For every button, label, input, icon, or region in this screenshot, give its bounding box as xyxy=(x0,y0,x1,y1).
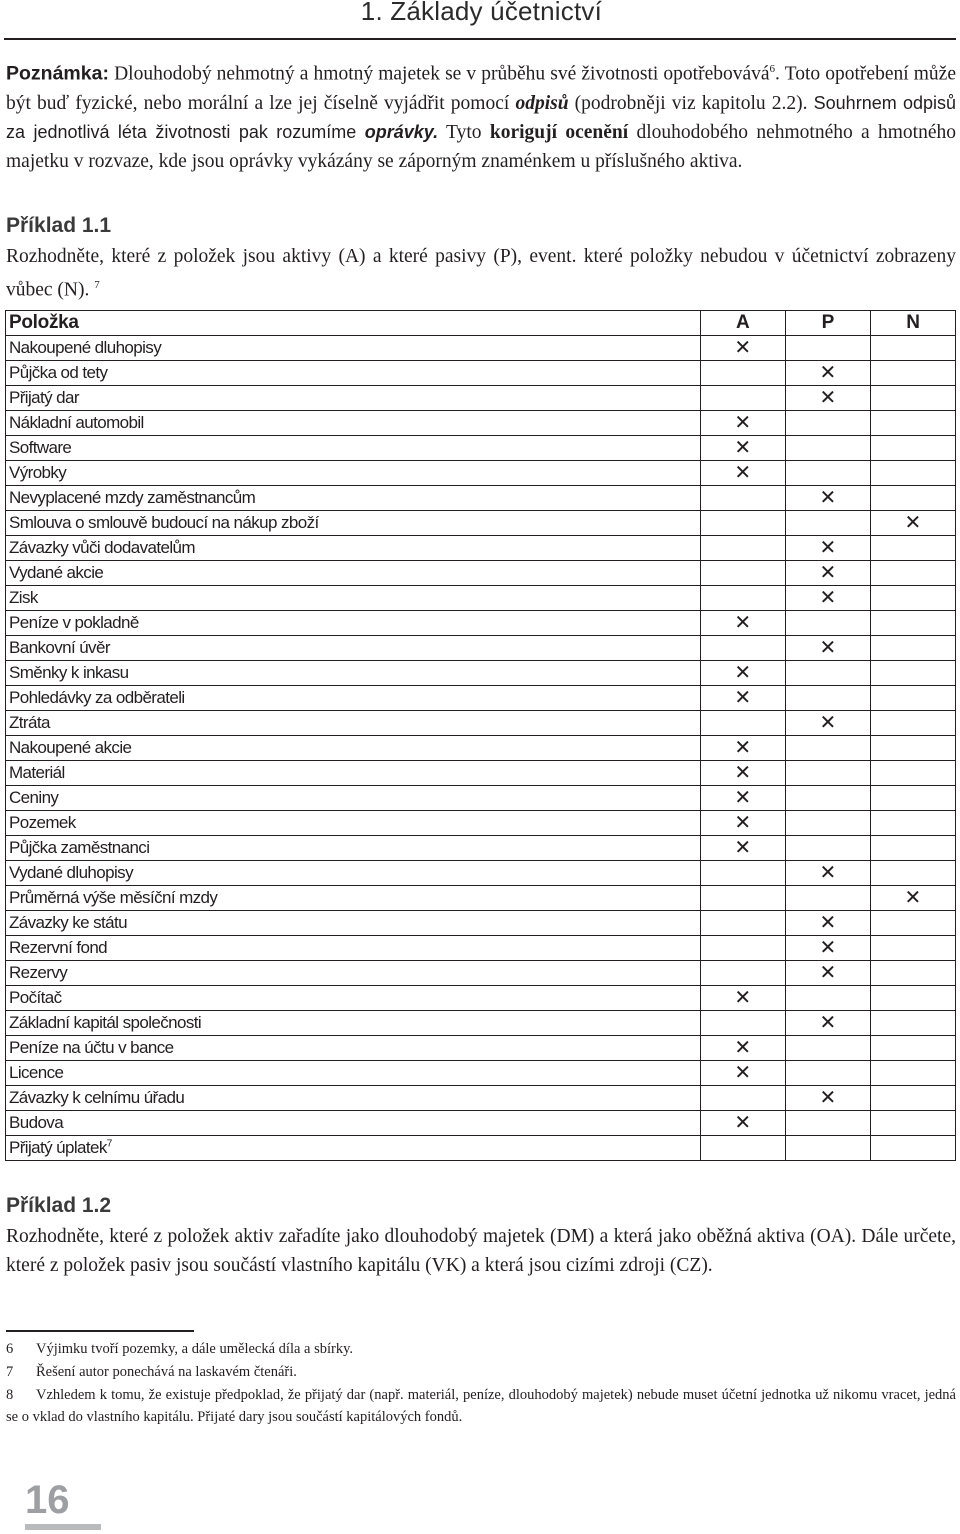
header-rule xyxy=(4,38,956,40)
mark-cell-p xyxy=(785,786,870,811)
example-1-title: Příklad 1.1 xyxy=(6,214,112,237)
table-row xyxy=(6,811,956,836)
mark-cell-n xyxy=(870,861,955,886)
cross-mark-icon: ✕ xyxy=(819,1087,837,1109)
mark-cell-a xyxy=(700,1061,785,1086)
item-name xyxy=(6,336,701,361)
item-name xyxy=(6,386,701,411)
mark-cell-a xyxy=(700,511,785,536)
item-label: Software xyxy=(9,438,72,457)
example-1-body: Rozhodněte, které z položek jsou aktivy (A) a které pasivy (P), event. které položky nebudou v účetnictví zobrazeny vůbec (N). xyxy=(6,246,956,301)
cross-mark-icon: ✕ xyxy=(819,562,837,584)
footnote-number: 7 xyxy=(6,1364,14,1380)
mark-cell-a xyxy=(700,986,785,1011)
mark-cell-p xyxy=(785,1136,870,1161)
table-row xyxy=(6,861,956,886)
table-row xyxy=(6,561,956,586)
mark-cell-a xyxy=(700,886,785,911)
mark-cell-p xyxy=(785,386,870,411)
item-name xyxy=(6,586,701,611)
item-label: Výrobky xyxy=(9,463,67,482)
item-name xyxy=(6,1036,701,1061)
mark-cell-n xyxy=(870,961,955,986)
table-row xyxy=(6,1086,956,1111)
item-label: Přijatý úplatek xyxy=(9,1138,107,1157)
mark-cell-p xyxy=(785,1086,870,1111)
table-row xyxy=(6,1111,956,1136)
cross-mark-icon: ✕ xyxy=(734,837,752,859)
cross-mark-icon: ✕ xyxy=(819,1012,837,1034)
cross-mark-icon: ✕ xyxy=(734,337,752,359)
item-name xyxy=(6,961,701,986)
mark-cell-p xyxy=(785,461,870,486)
cross-mark-icon: ✕ xyxy=(819,637,837,659)
table-row xyxy=(6,711,956,736)
item-label: Peníze na účtu v bance xyxy=(9,1038,174,1057)
cross-mark-icon: ✕ xyxy=(819,387,837,409)
mark-cell-n xyxy=(870,636,955,661)
mark-cell-n xyxy=(870,536,955,561)
item-label: Nevyplacené mzdy zaměstnancům xyxy=(9,488,256,507)
term-koriguji: korigují ocenění xyxy=(489,121,629,143)
cross-mark-icon: ✕ xyxy=(734,1037,752,1059)
mark-cell-a xyxy=(700,436,785,461)
item-name xyxy=(6,636,701,661)
item-name xyxy=(6,936,701,961)
mark-cell-n xyxy=(870,586,955,611)
mark-cell-a xyxy=(700,461,785,486)
item-name xyxy=(6,461,701,486)
mark-cell-a xyxy=(700,861,785,886)
mark-cell-p xyxy=(785,611,870,636)
mark-cell-n xyxy=(870,436,955,461)
item-label: Rezervní fond xyxy=(9,938,108,957)
header-a: A xyxy=(700,311,785,336)
item-name xyxy=(6,661,701,686)
footnote-number: 6 xyxy=(6,1341,14,1357)
item-name xyxy=(6,486,701,511)
table-row xyxy=(6,611,956,636)
cross-mark-icon: ✕ xyxy=(819,712,837,734)
cross-mark-icon: ✕ xyxy=(819,487,837,509)
item-label: Vydané akcie xyxy=(9,563,104,582)
mark-cell-a xyxy=(700,1011,785,1036)
item-name xyxy=(6,561,701,586)
footnote-number: 8 xyxy=(6,1387,14,1403)
cross-mark-icon: ✕ xyxy=(819,862,837,884)
mark-cell-n xyxy=(870,486,955,511)
note-text-5: dlouhodobého nehmotného a hmotného majetku v rozvaze, kde jsou oprávky vykázány se záporným znaménkem u příslušného aktiva. xyxy=(6,121,956,172)
mark-cell-a xyxy=(700,686,785,711)
note-text-2: . Toto opotřebení může být buď fyzické, nebo morální a lze jej číselně vyjádřit pomocí xyxy=(6,63,956,114)
mark-cell-p xyxy=(785,561,870,586)
item-label: Nákladní automobil xyxy=(9,413,144,432)
mark-cell-a xyxy=(700,486,785,511)
cross-mark-icon: ✕ xyxy=(734,762,752,784)
item-label: Pozemek xyxy=(9,813,76,832)
mark-cell-a xyxy=(700,586,785,611)
mark-cell-p xyxy=(785,411,870,436)
mark-cell-a xyxy=(700,536,785,561)
item-label: Peníze v pokladně xyxy=(9,613,139,632)
item-name xyxy=(6,736,701,761)
mark-cell-n xyxy=(870,386,955,411)
note-sans-text: Souhrnem odpisů za jednotlivá léta životnosti pak rozumíme xyxy=(6,92,957,142)
item-label: Přijatý dar xyxy=(9,388,79,407)
mark-cell-n xyxy=(870,836,955,861)
table-row xyxy=(6,586,956,611)
mark-cell-n xyxy=(870,761,955,786)
cross-mark-icon: ✕ xyxy=(819,912,837,934)
example-2-text: Rozhodněte, které z položek aktiv zařadíte jako dlouhodobý majetek (DM) a která jako oběžná aktiva (OA). Dále určete, které z položek pasiv jsou součástí vlastního kapitálu (VK) a která jsou cizími zdroji (CZ). xyxy=(6,1226,956,1276)
table-row xyxy=(6,336,956,361)
page-number-bar xyxy=(25,1524,101,1530)
mark-cell-a xyxy=(700,936,785,961)
item-name xyxy=(6,861,701,886)
cross-mark-icon: ✕ xyxy=(734,662,752,684)
table-row xyxy=(6,986,956,1011)
item-label: Půjčka zaměstnanci xyxy=(9,838,150,857)
item-name xyxy=(6,511,701,536)
mark-cell-n xyxy=(870,1061,955,1086)
item-name xyxy=(6,911,701,936)
table-row xyxy=(6,386,956,411)
cross-mark-icon: ✕ xyxy=(819,937,837,959)
mark-cell-a xyxy=(700,911,785,936)
note-label: Poznámka: xyxy=(6,62,109,85)
cross-mark-icon: ✕ xyxy=(904,887,922,909)
cross-mark-icon: ✕ xyxy=(734,612,752,634)
table-row xyxy=(6,461,956,486)
item-label: Počítač xyxy=(9,988,62,1007)
item-label: Zisk xyxy=(9,588,38,607)
item-label: Materiál xyxy=(9,763,65,782)
mark-cell-n xyxy=(870,561,955,586)
header-polozka: Položka xyxy=(6,311,701,336)
table-row xyxy=(6,686,956,711)
term-odpisu: odpisů xyxy=(515,92,569,114)
footnote-8 xyxy=(6,1384,956,1428)
header-n: N xyxy=(870,311,955,336)
mark-cell-a xyxy=(700,661,785,686)
cross-mark-icon: ✕ xyxy=(734,812,752,834)
cross-mark-icon: ✕ xyxy=(819,537,837,559)
example-1-text xyxy=(6,242,956,305)
cross-mark-icon: ✕ xyxy=(734,987,752,1009)
item-label: Budova xyxy=(9,1113,64,1132)
table-row xyxy=(6,911,956,936)
table-row xyxy=(6,1061,956,1086)
item-label: Vydané dluhopisy xyxy=(9,863,133,882)
mark-cell-n xyxy=(870,736,955,761)
mark-cell-n xyxy=(870,786,955,811)
item-name xyxy=(6,1111,701,1136)
item-label: Pohledávky za odběrateli xyxy=(9,688,185,707)
item-name xyxy=(6,711,701,736)
table-row xyxy=(6,361,956,386)
item-name xyxy=(6,686,701,711)
mark-cell-p xyxy=(785,536,870,561)
mark-cell-n xyxy=(870,686,955,711)
item-label: Závazky vůči dodavatelům xyxy=(9,538,195,557)
table-row xyxy=(6,1136,956,1161)
table-row xyxy=(6,786,956,811)
mark-cell-p xyxy=(785,836,870,861)
mark-cell-a xyxy=(700,1036,785,1061)
footnote-rule xyxy=(6,1330,194,1332)
table-row xyxy=(6,761,956,786)
cross-mark-icon: ✕ xyxy=(734,1112,752,1134)
item-name xyxy=(6,1086,701,1111)
table-row xyxy=(6,436,956,461)
mark-cell-n xyxy=(870,411,955,436)
mark-cell-a xyxy=(700,786,785,811)
mark-cell-n xyxy=(870,936,955,961)
mark-cell-a xyxy=(700,836,785,861)
table-row xyxy=(6,936,956,961)
mark-cell-p xyxy=(785,1061,870,1086)
mark-cell-p xyxy=(785,961,870,986)
table-row xyxy=(6,636,956,661)
cross-mark-icon: ✕ xyxy=(819,587,837,609)
cross-mark-icon: ✕ xyxy=(904,512,922,534)
note-text-1: Dlouhodobý nehmotný a hmotný majetek se v průběhu své životnosti opotřebovává xyxy=(108,63,770,85)
item-label: Ztráta xyxy=(9,713,50,732)
footnote-6 xyxy=(6,1338,956,1360)
mark-cell-p xyxy=(785,911,870,936)
table-row xyxy=(6,1036,956,1061)
header-p: P xyxy=(785,311,870,336)
term-opravky: oprávky. xyxy=(364,121,439,142)
mark-cell-p xyxy=(785,936,870,961)
item-label: Závazky ke státu xyxy=(9,913,127,932)
mark-cell-a xyxy=(700,1111,785,1136)
mark-cell-p xyxy=(785,811,870,836)
mark-cell-a xyxy=(700,811,785,836)
note-text-3: (podrobněji viz kapitolu 2.2). xyxy=(568,92,814,114)
mark-cell-a xyxy=(700,711,785,736)
mark-cell-p xyxy=(785,886,870,911)
table-row xyxy=(6,536,956,561)
item-name xyxy=(6,986,701,1011)
table-row xyxy=(6,486,956,511)
mark-cell-p xyxy=(785,761,870,786)
mark-cell-a xyxy=(700,961,785,986)
note-paragraph xyxy=(6,55,956,176)
chapter-title: 1. Základy účetnictví xyxy=(360,0,602,26)
item-name xyxy=(6,611,701,636)
mark-cell-n xyxy=(870,461,955,486)
footnote-7 xyxy=(6,1361,956,1383)
footnote-text: Výjimku tvoří pozemky, a dále umělecká díla a sbírky. xyxy=(36,1341,354,1357)
item-label: Rezervy xyxy=(9,963,68,982)
mark-cell-p xyxy=(785,361,870,386)
mark-cell-a xyxy=(700,386,785,411)
footnote-text: Řešení autor ponechává na laskavém čtenáři. xyxy=(36,1364,297,1380)
item-name xyxy=(6,836,701,861)
item-name xyxy=(6,1011,701,1036)
item-name xyxy=(6,786,701,811)
mark-cell-a xyxy=(700,361,785,386)
mark-cell-n xyxy=(870,1136,955,1161)
cross-mark-icon: ✕ xyxy=(734,462,752,484)
cross-mark-icon: ✕ xyxy=(734,437,752,459)
item-label: Ceniny xyxy=(9,788,59,807)
item-name xyxy=(6,811,701,836)
mark-cell-p xyxy=(785,736,870,761)
mark-cell-n xyxy=(870,886,955,911)
mark-cell-a xyxy=(700,336,785,361)
mark-cell-p xyxy=(785,1111,870,1136)
cross-mark-icon: ✕ xyxy=(819,962,837,984)
mark-cell-a xyxy=(700,761,785,786)
item-label: Průměrná výše měsíční mzdy xyxy=(9,888,218,907)
cross-mark-icon: ✕ xyxy=(734,412,752,434)
mark-cell-n xyxy=(870,611,955,636)
item-name xyxy=(6,361,701,386)
item-label: Půjčka od tety xyxy=(9,363,108,382)
footnote-ref-7: 7 xyxy=(94,279,100,291)
table-row xyxy=(6,961,956,986)
footnote-ref-6: 6 xyxy=(769,63,776,75)
table-row xyxy=(6,736,956,761)
page-number: 16 xyxy=(25,1478,70,1522)
mark-cell-p xyxy=(785,661,870,686)
item-label: Nakoupené akcie xyxy=(9,738,132,757)
cross-mark-icon: ✕ xyxy=(734,687,752,709)
assets-table xyxy=(5,310,956,1161)
cross-mark-icon: ✕ xyxy=(734,737,752,759)
mark-cell-n xyxy=(870,361,955,386)
item-name xyxy=(6,1061,701,1086)
mark-cell-p xyxy=(785,511,870,536)
mark-cell-p xyxy=(785,986,870,1011)
table-row xyxy=(6,411,956,436)
mark-cell-n xyxy=(870,511,955,536)
mark-cell-n xyxy=(870,336,955,361)
mark-cell-p xyxy=(785,436,870,461)
mark-cell-a xyxy=(700,561,785,586)
mark-cell-p xyxy=(785,686,870,711)
item-name xyxy=(6,761,701,786)
item-name xyxy=(6,1136,701,1161)
table-row xyxy=(6,1011,956,1036)
mark-cell-p xyxy=(785,1036,870,1061)
cross-mark-icon: ✕ xyxy=(819,362,837,384)
note-text-4: Tyto xyxy=(438,121,490,143)
mark-cell-p xyxy=(785,1011,870,1036)
mark-cell-n xyxy=(870,1036,955,1061)
example-2-title: Příklad 1.2 xyxy=(6,1194,112,1217)
mark-cell-p xyxy=(785,711,870,736)
item-label: Základní kapitál společnosti xyxy=(9,1013,202,1032)
mark-cell-a xyxy=(700,1136,785,1161)
table-row xyxy=(6,661,956,686)
mark-cell-a xyxy=(700,636,785,661)
cross-mark-icon: ✕ xyxy=(734,1062,752,1084)
item-label: Nakoupené dluhopisy xyxy=(9,338,162,357)
item-label: Závazky k celnímu úřadu xyxy=(9,1088,185,1107)
mark-cell-n xyxy=(870,1086,955,1111)
item-name xyxy=(6,436,701,461)
item-label: Směnky k inkasu xyxy=(9,663,129,682)
mark-cell-a xyxy=(700,411,785,436)
mark-cell-p xyxy=(785,486,870,511)
table-row xyxy=(6,886,956,911)
mark-cell-p xyxy=(785,861,870,886)
table-header-row xyxy=(6,311,956,336)
mark-cell-a xyxy=(700,611,785,636)
item-name xyxy=(6,536,701,561)
mark-cell-n xyxy=(870,811,955,836)
mark-cell-n xyxy=(870,1011,955,1036)
table-row xyxy=(6,836,956,861)
mark-cell-p xyxy=(785,636,870,661)
mark-cell-n xyxy=(870,711,955,736)
footnote-ref: 7 xyxy=(106,1138,112,1150)
mark-cell-p xyxy=(785,586,870,611)
table-row xyxy=(6,511,956,536)
mark-cell-n xyxy=(870,1111,955,1136)
mark-cell-a xyxy=(700,736,785,761)
item-name xyxy=(6,411,701,436)
mark-cell-p xyxy=(785,336,870,361)
mark-cell-a xyxy=(700,1086,785,1111)
mark-cell-n xyxy=(870,911,955,936)
item-name xyxy=(6,886,701,911)
item-label: Licence xyxy=(9,1063,64,1082)
footnote-text: Vzhledem k tomu, že existuje předpoklad, že přijatý dar (např. materiál, peníze, dlouhodobý majetek) nebude muset účetní jednotka už nikomu vracet, jedná se o vklad do vlastního kapitálu. Přijaté dary jsou součástí kapitálových fondů. xyxy=(6,1387,956,1425)
cross-mark-icon: ✕ xyxy=(734,787,752,809)
item-label: Bankovní úvěr xyxy=(9,638,110,657)
mark-cell-n xyxy=(870,661,955,686)
item-label: Smlouva o smlouvě budoucí na nákup zboží xyxy=(9,513,319,532)
mark-cell-n xyxy=(870,986,955,1011)
